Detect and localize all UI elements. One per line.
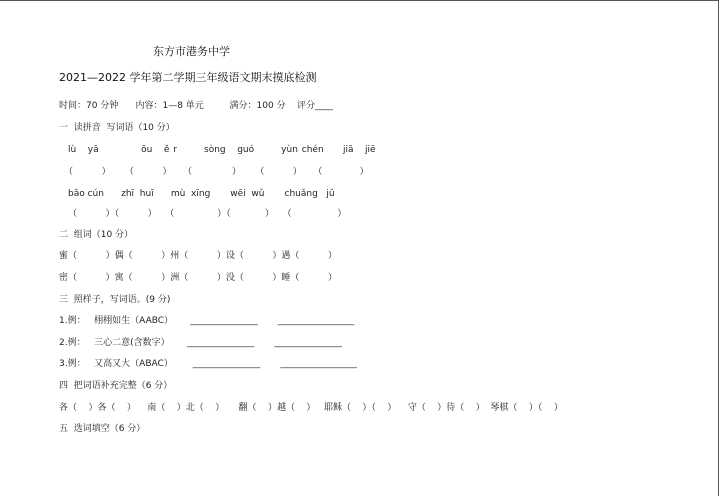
answer-blanks-row-2: （ ）（ ） （ ）（ ） （ ） [68,209,347,219]
example-1: 1.例： 栩栩如生（AABC） _______________ _________________ [59,316,355,326]
section-4-heading: 四 把词语补充完整（6 分） [59,381,173,391]
section-1-heading: 一 读拼音 写词语（10 分） [59,123,175,133]
example-3: 3.例： 又高又大（ABAC） _______________ _________________ [59,359,357,369]
section-3-heading: 三 照样子，写词语。(9 分) [59,295,171,305]
idiom-completion-row: 各（ ）各（ ） 南（ ）北（ ） 翻（ ）越（ ） 耶稣（ ）（ ） 守（ ）待（ ） 琴棋（ ）（ ） [59,403,563,413]
answer-blanks-row-1: （ ） （ ） （ ） （ ） （ ） [64,167,369,177]
school-name: 东方市港务中学 [153,45,230,58]
section-2-heading: 二 组词（10 分） [59,230,134,240]
example-2: 2.例： 三心二意(含数字） _______________ _______________ [59,338,342,348]
word-group-row-2: 密（ ）寓（ ）洲（ ）没（ ）睡（ ） [59,273,338,283]
pinyin-row-2: bǎo cún zhī huī mù xīng wēi wǔ chuǎng jǔ [68,189,335,199]
exam-title: 2021—2022 学年第二学期三年级语文期末摸底检测 [59,71,317,84]
exam-info: 时间：70 分钟 内容：1—8 单元 满分：100 分 评分____ [59,101,334,111]
pinyin-row-1: lù yā ōu ě r sòng guó yùn chén jiā jiē [68,145,376,155]
section-5-heading: 五 选词填空（6 分） [59,424,146,434]
word-group-row-1: 蜜（ ）偶（ ）州（ ）设（ ）遇（ ） [59,251,338,261]
